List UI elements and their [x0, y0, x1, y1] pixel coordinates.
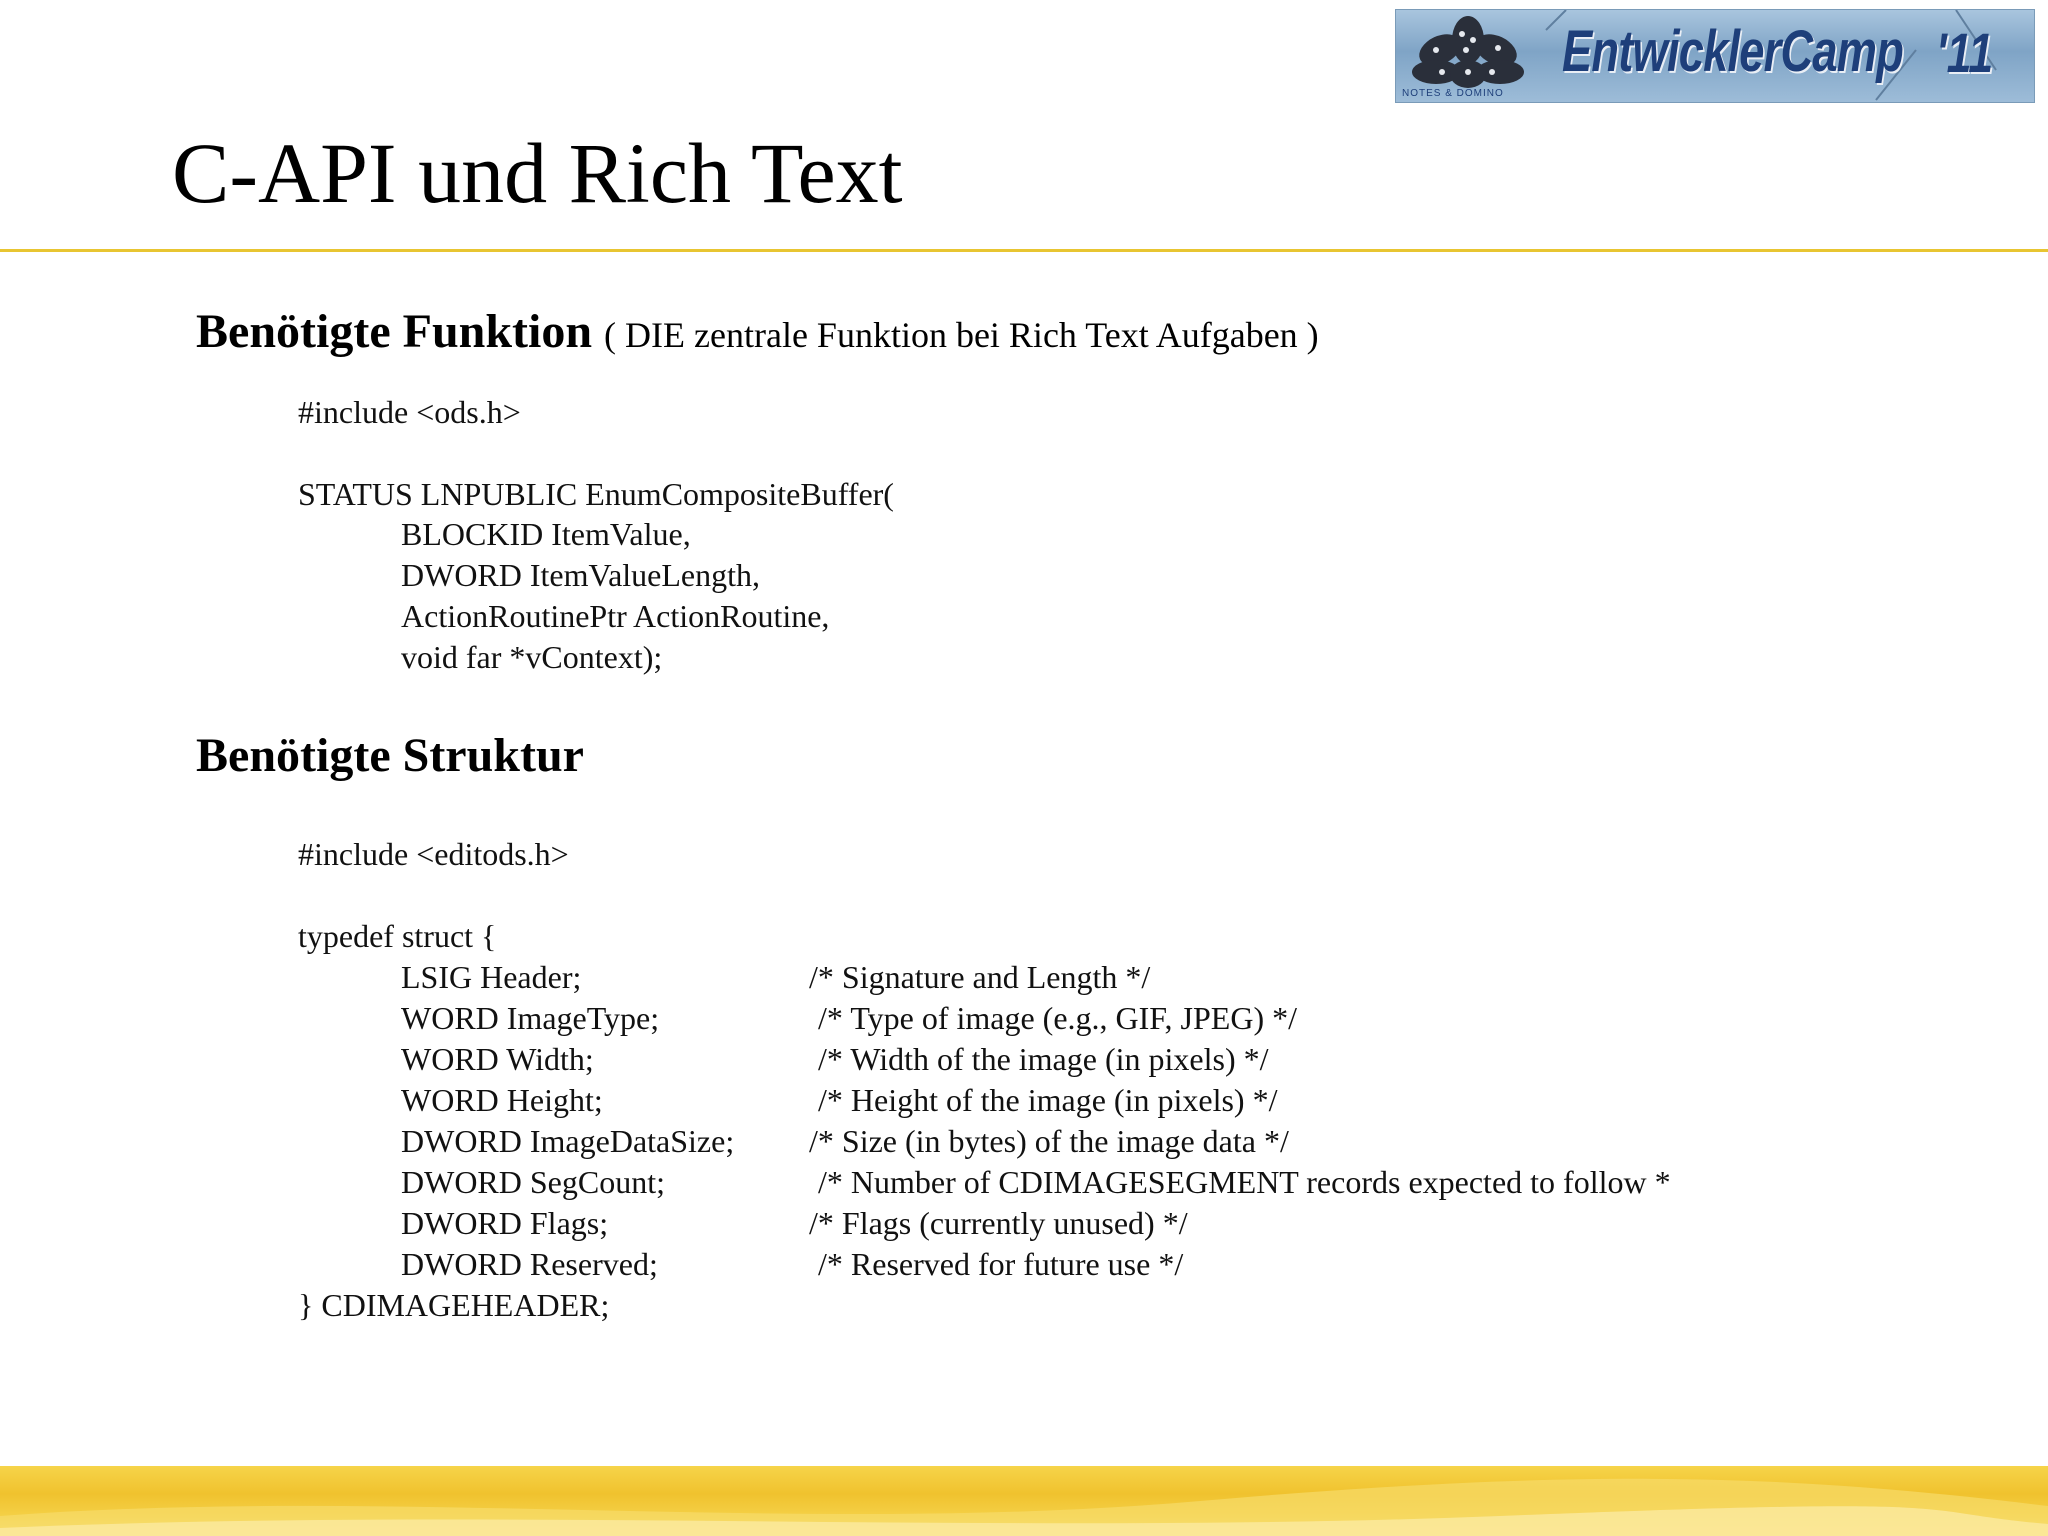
struct-field-comment: /* Signature and Length */ — [809, 959, 1151, 995]
struct-field-comment: /* Height of the image (in pixels) */ — [818, 1082, 1278, 1118]
code-line: BLOCKID ItemValue, — [401, 516, 691, 552]
section-heading-structure — [196, 728, 584, 783]
section-heading-function — [196, 304, 1319, 359]
struct-field-decl: LSIG Header; — [401, 959, 582, 995]
struct-field-decl: WORD Width; — [401, 1041, 594, 1077]
struct-field-decl: WORD Height; — [401, 1082, 603, 1118]
code-line: STATUS LNPUBLIC EnumCompositeBuffer( — [298, 476, 894, 512]
struct-field-comment: /* Flags (currently unused) */ — [809, 1205, 1188, 1241]
entwicklercamp-logo — [1395, 9, 2035, 103]
code-line: ActionRoutinePtr ActionRoutine, — [401, 598, 830, 634]
code-line: typedef struct { — [298, 918, 497, 954]
code-line: #include <editods.h> — [298, 836, 569, 872]
logo-year: '11 — [1936, 21, 1994, 84]
struct-field-comment: /* Type of image (e.g., GIF, JPEG) */ — [818, 1000, 1297, 1036]
struct-field-decl: DWORD ImageDataSize; — [401, 1123, 735, 1159]
code-line: void far *vContext); — [401, 639, 663, 675]
code-line: DWORD ItemValueLength, — [401, 557, 761, 593]
code-line: } CDIMAGEHEADER; — [298, 1287, 610, 1323]
struct-field-comment: /* Reserved for future use */ — [818, 1246, 1184, 1282]
section-heading-text: Benötigte Struktur — [196, 729, 584, 782]
title-divider — [0, 249, 2048, 252]
logo-subtitle: NOTES & DOMINO — [1402, 88, 1504, 99]
section-heading-note: ( DIE zentrale Funktion bei Rich Text Aufgaben ) — [604, 315, 1319, 355]
struct-field-comment: /* Width of the image (in pixels) */ — [818, 1041, 1269, 1077]
struct-field-decl: DWORD Reserved; — [401, 1246, 658, 1282]
struct-field-decl: WORD ImageType; — [401, 1000, 660, 1036]
slide-title: C-API und Rich Text — [172, 125, 903, 221]
struct-field-decl: DWORD SegCount; — [401, 1164, 665, 1200]
logo-wordmark: EntwicklerCamp — [1562, 19, 1904, 84]
struct-field-decl: DWORD Flags; — [401, 1205, 609, 1241]
struct-field-comment: /* Size (in bytes) of the image data */ — [809, 1123, 1289, 1159]
struct-field-comment: /* Number of CDIMAGESEGMENT records expected to follow * — [818, 1164, 1671, 1200]
code-line: #include <ods.h> — [298, 394, 521, 430]
footer-swoosh — [0, 1466, 2048, 1536]
section-heading-text: Benötigte Funktion — [196, 305, 593, 358]
